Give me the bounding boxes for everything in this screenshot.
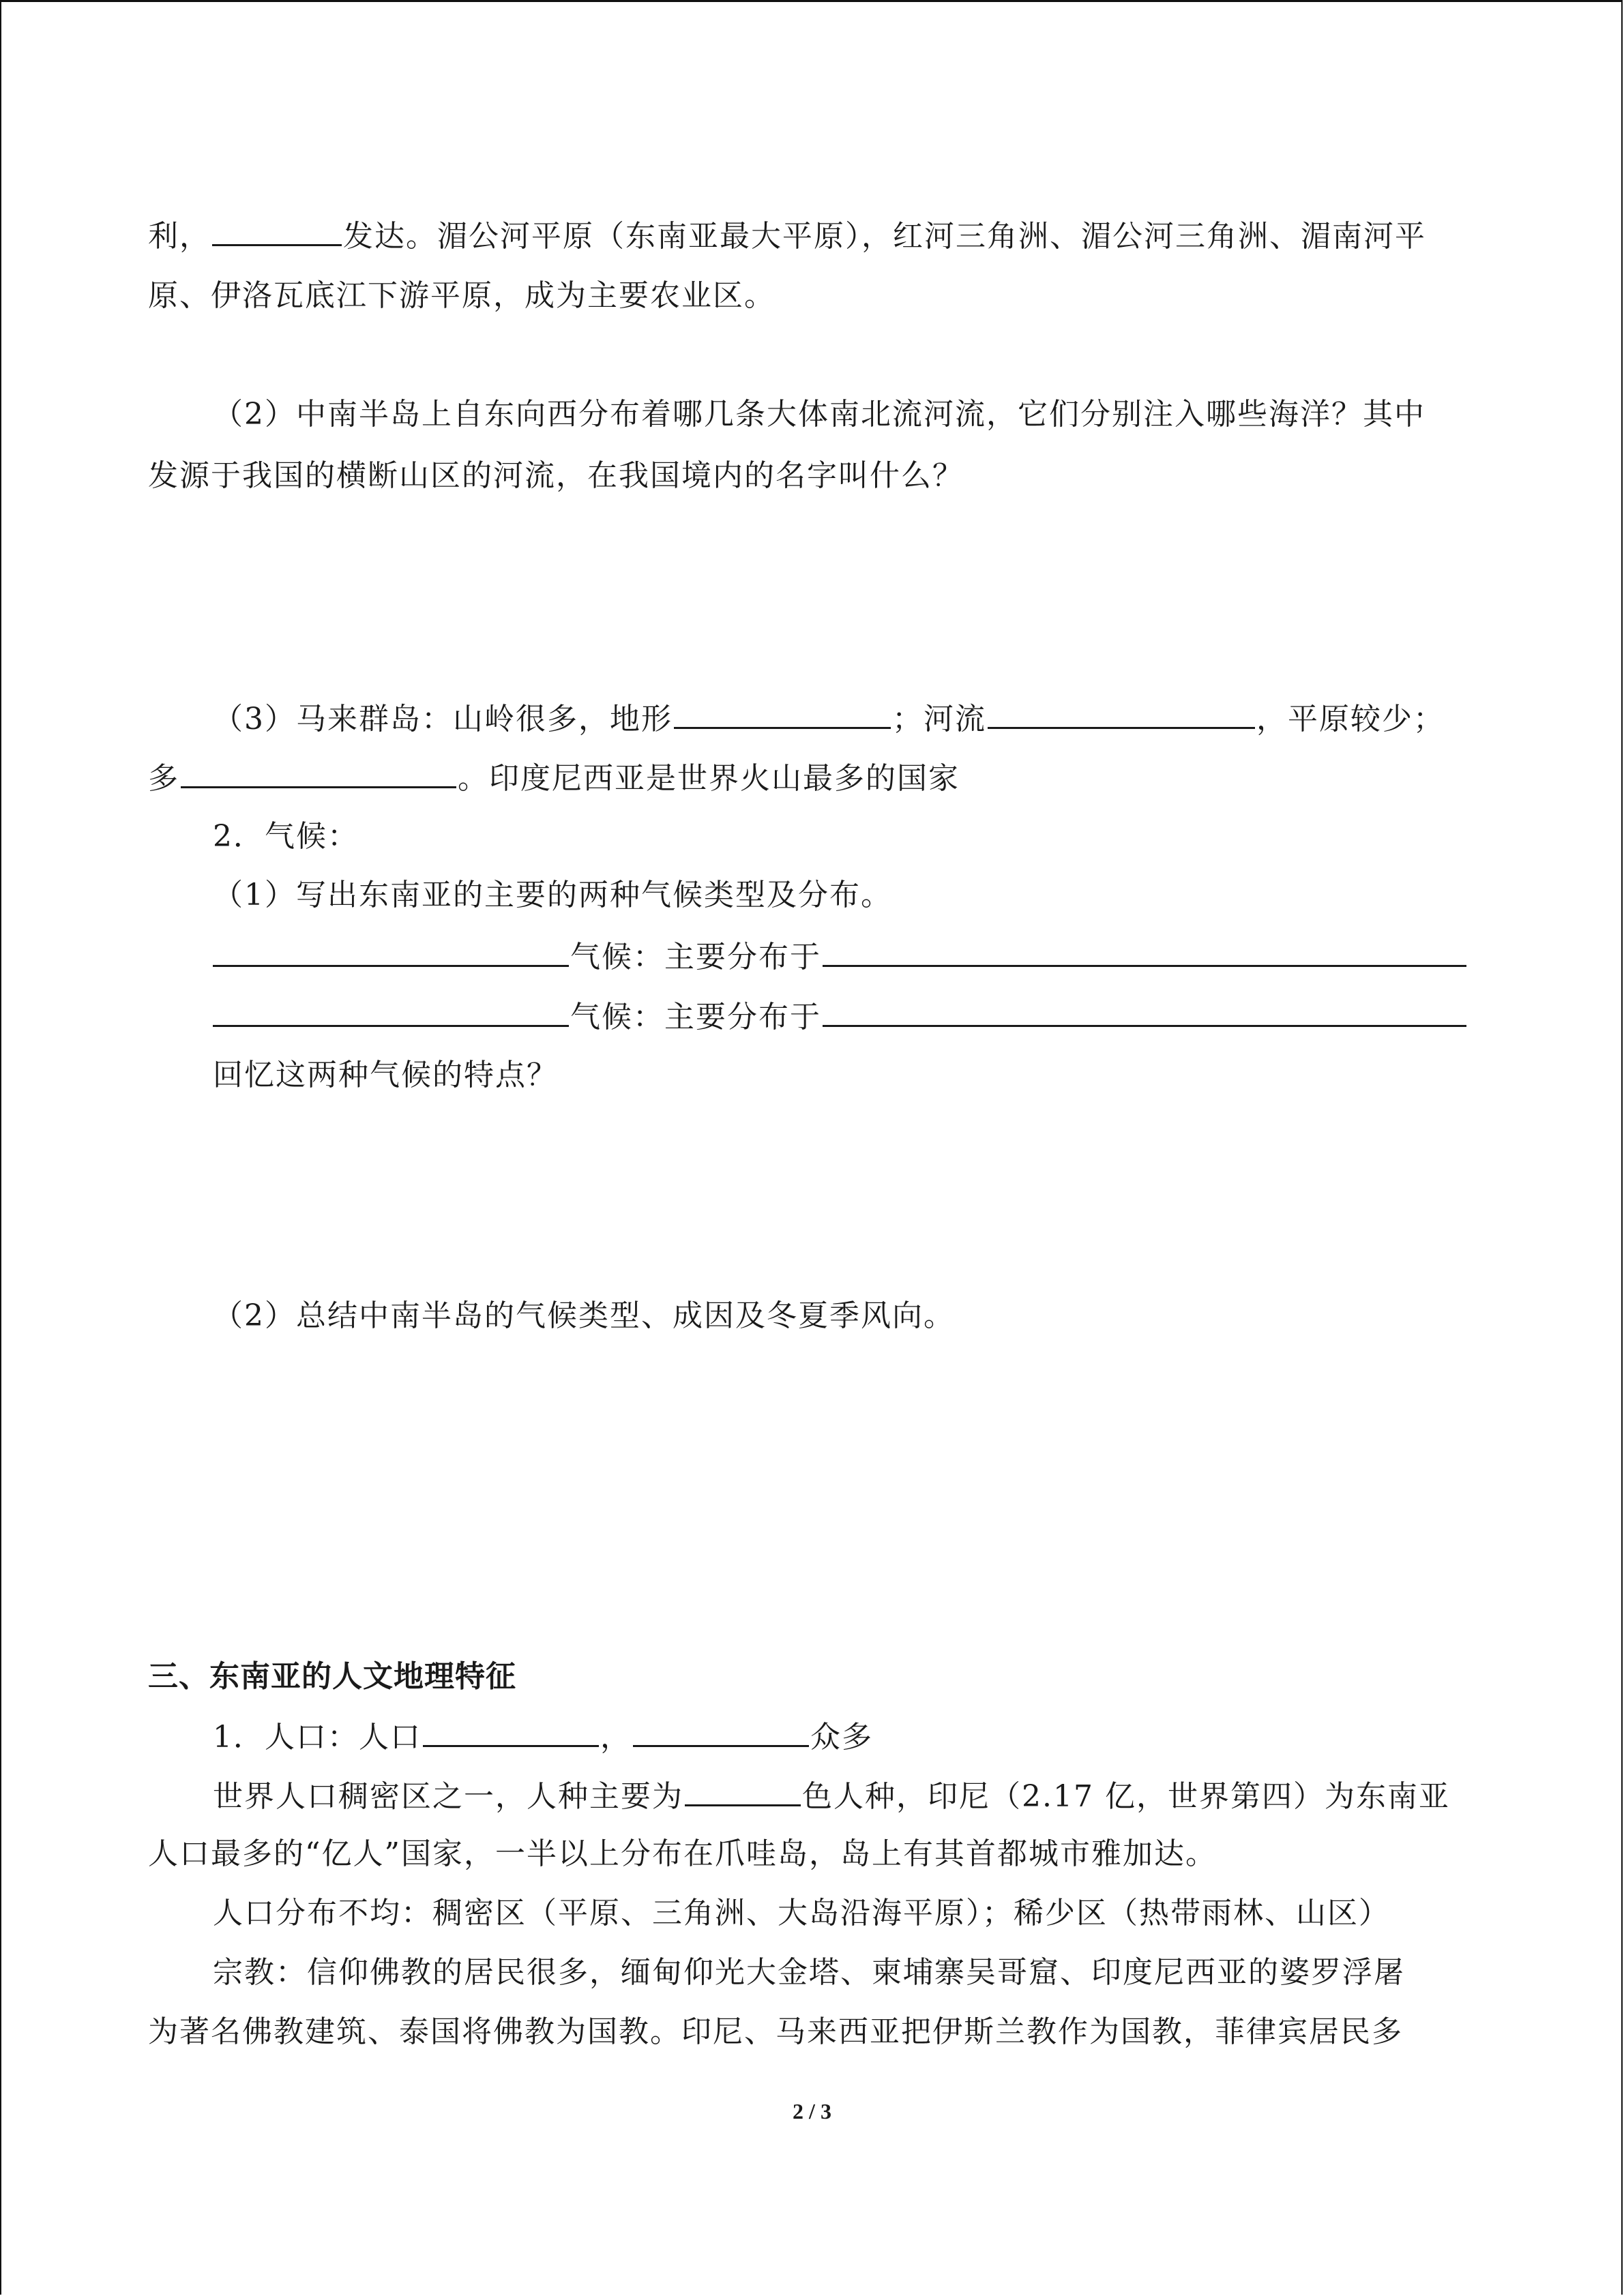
page-number: 2 / 3 (793, 2099, 831, 2123)
population-distribution: 人口分布不均：稠密区（平原、三角洲、大岛沿海平原）；稀少区（热带雨林、山区） (213, 1896, 1390, 1930)
fill-blank[interactable] (988, 697, 1255, 729)
fill-blank[interactable] (212, 214, 342, 246)
question-3-line-1 (213, 697, 1445, 740)
question-2-line-1: （2）中南半岛上自东向西分布着哪几条大体南北流河流，它们分别注入哪些海洋？其中 (213, 397, 1426, 432)
text-segment: ， (600, 1720, 632, 1755)
question-2-line-2: 发源于我国的横断山区的河流，在我国境内的名字叫什么？ (148, 458, 964, 493)
fill-blank[interactable] (633, 1715, 809, 1747)
text-segment: 发达。湄公河平原（东南亚最大平原），红河三角洲、湄公河三角洲、湄南河平 (343, 219, 1426, 254)
text-segment: 1．人口：人口 (213, 1720, 422, 1755)
religion-line-2: 为著名佛教建筑、泰国将佛教为国教。印尼、马来西亚把伊斯兰教作为国教，菲律宾居民多 (148, 2014, 1403, 2049)
text-segment: ；河流 (892, 702, 986, 736)
text-segment: 利， (148, 219, 211, 254)
section-3-title: 三、东南亚的人文地理特征 (148, 1659, 516, 1694)
climate-row-1 (213, 935, 1468, 978)
text-segment: 。印度尼西亚是世界火山最多的国家 (458, 761, 960, 796)
fill-blank[interactable] (213, 995, 569, 1027)
recall-question: 回忆这两种气候的特点？ (213, 1058, 558, 1092)
population-line (213, 1715, 873, 1758)
climate-row-2 (213, 995, 1468, 1038)
text-segment: 气候：主要分布于 (570, 1000, 821, 1034)
text-segment: 多 (148, 761, 179, 796)
text-segment: （3）马来群岛：山岭很多，地形 (213, 702, 673, 736)
text-segment: ，平原较少； (1256, 702, 1445, 736)
climate-question-2: （2）总结中南半岛的气候类型、成因及冬夏季风向。 (213, 1298, 955, 1333)
fill-blank[interactable] (674, 697, 891, 729)
text-segment: 众多 (810, 1720, 873, 1755)
climate-heading: 2．气候： (213, 819, 359, 854)
fill-blank[interactable] (181, 756, 456, 788)
population-paragraph-line-1 (213, 1774, 1450, 1817)
text-segment: 世界人口稠密区之一，人种主要为 (213, 1779, 683, 1814)
religion-line-1: 宗教：信仰佛教的居民很多，缅甸仰光大金塔、柬埔寨吴哥窟、印度尼西亚的婆罗浮屠 (213, 1955, 1405, 1990)
fill-blank[interactable] (213, 935, 569, 967)
fill-blank[interactable] (685, 1774, 801, 1806)
question-3-line-2 (148, 756, 960, 799)
text-line: 原、伊洛瓦底江下游平原，成为主要农业区。 (148, 278, 776, 313)
fill-blank[interactable] (423, 1715, 599, 1747)
climate-question-1: （1）写出东南亚的主要的两种气候类型及分布。 (213, 878, 892, 912)
text-segment: 气候：主要分布于 (570, 940, 821, 974)
fill-blank[interactable] (823, 935, 1466, 967)
population-paragraph-line-2: 人口最多的“亿人”国家，一半以上分布在爪哇岛，岛上有其首都城市雅加达。 (148, 1836, 1217, 1871)
text-segment: 色人种，印尼（2.17 亿，世界第四）为东南亚 (802, 1779, 1450, 1814)
fill-blank[interactable] (823, 995, 1466, 1027)
text-line (148, 214, 1426, 257)
